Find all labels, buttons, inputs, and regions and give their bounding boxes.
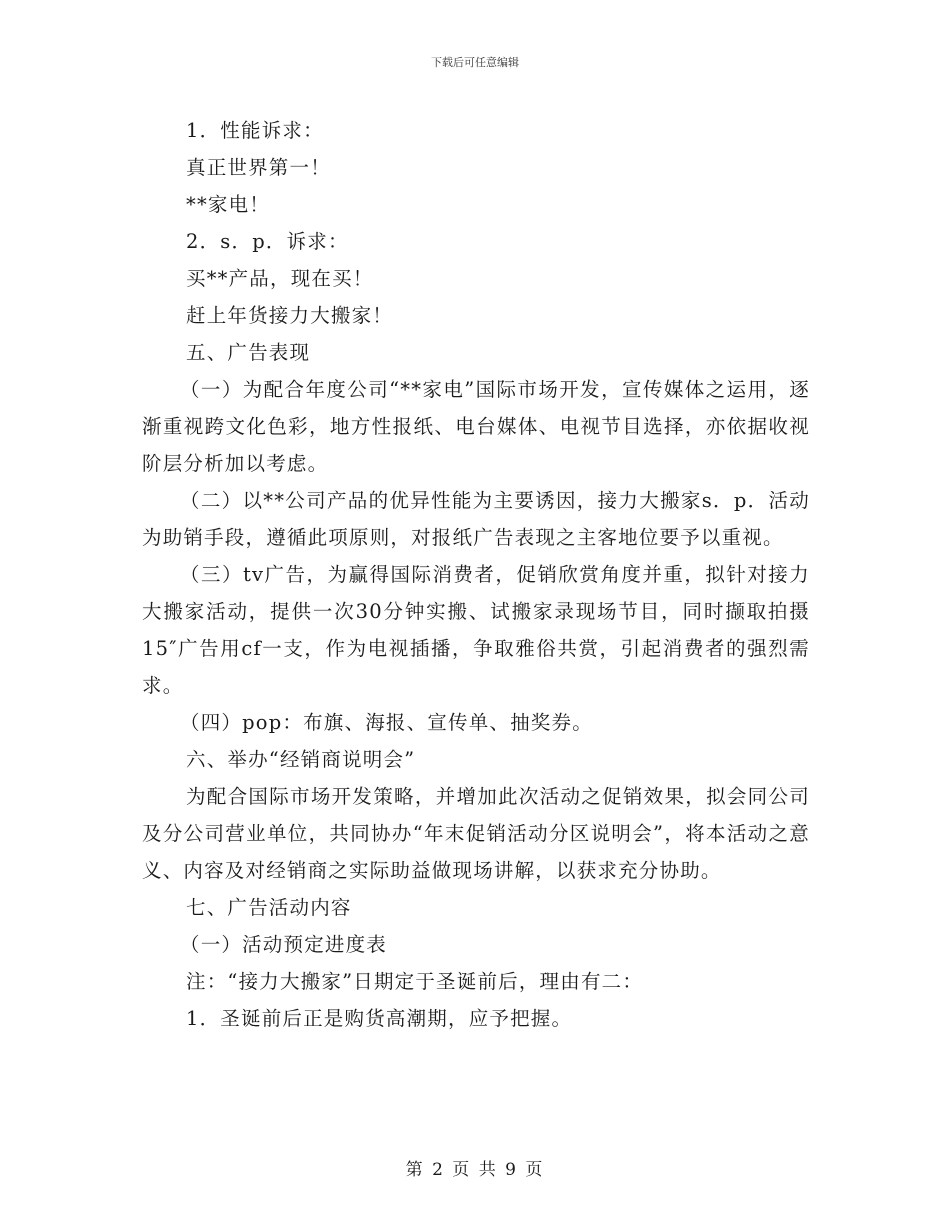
section-heading: 七、广告活动内容 (186, 896, 352, 919)
paragraph: 赶上年货接力大搬家！ (186, 304, 394, 327)
paragraph: （三）tv广告，为赢得国际消费者，促销欣赏角度并重，拟针对接力大搬家活动，提供一次30分钟实搬、试搬家录现场节目，同时撷取拍摄15″广告用cf一支，作为电视插播，争取雅俗共赏，引起消费者的强烈需求。 (142, 563, 810, 697)
paragraph: （二）以**公司产品的优异性能为主要诱因，接力大搬家s．p．活动为助销手段，遵循此项原则，对报纸广告表现之主客地位要予以重视。 (142, 489, 810, 549)
paragraph: 注：“接力大搬家”日期定于圣诞前后，理由有二： (186, 970, 644, 993)
document-body (142, 112, 810, 1037)
section-heading: 五、广告表现 (186, 341, 311, 364)
page-header: 下载后可任意编辑 (431, 56, 519, 69)
paragraph: 2．s．p．诉求： (186, 230, 349, 253)
page-number: 第 2 页 共 9 页 (405, 1160, 545, 1180)
paragraph: **家电！ (186, 193, 271, 216)
section-heading: 六、举办“经销商说明会” (186, 748, 416, 771)
paragraph: 1．圣诞前后正是购货高潮期，应予把握。 (186, 1007, 573, 1030)
paragraph: 买**产品，现在买！ (186, 267, 374, 290)
paragraph: （四）pop：布旗、海报、宣传单、抽奖券。 (180, 711, 593, 734)
paragraph: 1．性能诉求： (186, 119, 324, 142)
paragraph: 真正世界第一！ (186, 156, 331, 179)
paragraph: （一）为配合年度公司“**家电”国际市场开发，宣传媒体之运用，逐渐重视跨文化色彩，地方性报纸、电台媒体、电视节目选择，亦依据收视阶层分析加以考虑。 (142, 378, 810, 475)
paragraph: 为配合国际市场开发策略，并增加此次活动之促销效果，拟会同公司及分公司营业单位，共同协办“年末促销活动分区说明会”，将本活动之意义、内容及对经销商之实际助益做现场讲解，以获求充分协助。 (142, 785, 810, 882)
paragraph: （一）活动预定进度表 (180, 933, 388, 956)
